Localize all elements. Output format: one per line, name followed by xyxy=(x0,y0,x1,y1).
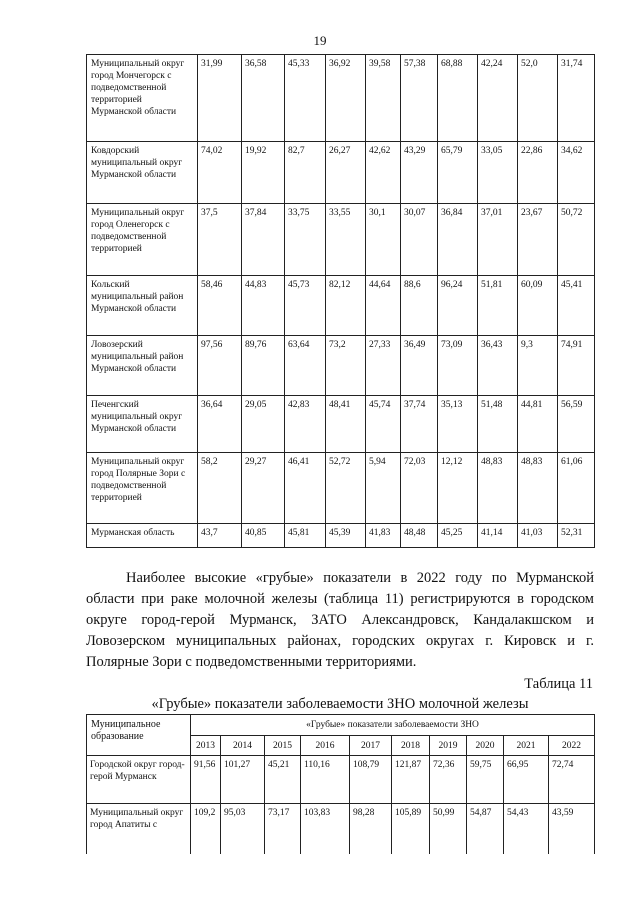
year-header: 2020 xyxy=(467,736,504,756)
table-cell: 41,03 xyxy=(518,524,558,548)
table-cell: 45,25 xyxy=(438,524,478,548)
table-cell: 45,33 xyxy=(285,55,326,142)
table-cell: 33,75 xyxy=(285,204,326,276)
table-cell: 5,94 xyxy=(366,453,401,524)
table-cell: 65,79 xyxy=(438,142,478,204)
table-cell: 98,28 xyxy=(350,804,392,854)
table-title: «Грубые» показатели заболеваемости ЗНО молочной железы xyxy=(151,696,529,712)
table-cell: 72,03 xyxy=(401,453,438,524)
table-cell: 91,56 xyxy=(191,756,221,804)
table-cell: 45,81 xyxy=(285,524,326,548)
table-cell: 42,83 xyxy=(285,396,326,453)
table-cell: 56,59 xyxy=(558,396,595,453)
table-cell: 63,64 xyxy=(285,336,326,396)
table-cell: 31,74 xyxy=(558,55,595,142)
table-cell: 22,86 xyxy=(518,142,558,204)
year-header: 2022 xyxy=(549,736,595,756)
table-cell: 108,79 xyxy=(350,756,392,804)
table-cell: 36,92 xyxy=(326,55,366,142)
table-cell: 40,85 xyxy=(242,524,285,548)
municipality-name: Муниципальный округ город Оленегорск с подведомственной территорией xyxy=(87,204,198,276)
table-cell: 30,07 xyxy=(401,204,438,276)
table-cell: 73,09 xyxy=(438,336,478,396)
year-header: 2015 xyxy=(265,736,301,756)
table-cell: 36,84 xyxy=(438,204,478,276)
table-cell: 36,49 xyxy=(401,336,438,396)
table-cell: 50,99 xyxy=(430,804,467,854)
municipality-name: Печенгский муниципальный округ Мурманской области xyxy=(87,396,198,453)
table-cell: 57,38 xyxy=(401,55,438,142)
page-number: 19 xyxy=(313,33,327,48)
table-cell: 50,72 xyxy=(558,204,595,276)
table-cell: 45,73 xyxy=(285,276,326,336)
table-cell: 43,29 xyxy=(401,142,438,204)
table-cell: 74,91 xyxy=(558,336,595,396)
table-cell: 45,74 xyxy=(366,396,401,453)
table-cell: 48,83 xyxy=(478,453,518,524)
table-body xyxy=(87,55,595,548)
table-cell: 72,36 xyxy=(430,756,467,804)
year-header: 2021 xyxy=(504,736,549,756)
municipality-name: Муниципальный округ город Полярные Зори с подведомственной территорией xyxy=(87,453,198,524)
table-cell: 52,0 xyxy=(518,55,558,142)
table-cell: 34,62 xyxy=(558,142,595,204)
municipality-name: Кольский муниципальный район Мурманской области xyxy=(87,276,198,336)
table-cell: 37,5 xyxy=(198,204,242,276)
table-cell: 30,1 xyxy=(366,204,401,276)
table-row xyxy=(87,453,595,524)
table-cell: 45,21 xyxy=(265,756,301,804)
table-cell: 82,12 xyxy=(326,276,366,336)
table-cell: 105,89 xyxy=(392,804,430,854)
table-cell: 58,2 xyxy=(198,453,242,524)
table-cell: 43,7 xyxy=(198,524,242,548)
incidence-table-continued xyxy=(86,54,595,548)
table-cell: 39,58 xyxy=(366,55,401,142)
table-cell: 54,43 xyxy=(504,804,549,854)
table-cell: 43,59 xyxy=(549,804,595,854)
table-cell: 48,48 xyxy=(401,524,438,548)
table-row xyxy=(87,756,595,804)
table-cell: 31,99 xyxy=(198,55,242,142)
table-cell: 29,27 xyxy=(242,453,285,524)
table-row xyxy=(87,396,595,453)
indicator-group-header: «Грубые» показатели заболеваемости ЗНО xyxy=(191,715,595,736)
table-cell: 37,74 xyxy=(401,396,438,453)
table-row xyxy=(87,55,595,142)
table-cell: 110,16 xyxy=(301,756,350,804)
table-row xyxy=(87,524,595,548)
table-body xyxy=(87,756,595,854)
table-cell: 97,56 xyxy=(198,336,242,396)
municipality-name: Ловозерский муниципальный район Мурманской области xyxy=(87,336,198,396)
table-cell: 44,83 xyxy=(242,276,285,336)
table-cell: 41,83 xyxy=(366,524,401,548)
table-cell: 27,33 xyxy=(366,336,401,396)
municipality-column-header: Муниципальное образование xyxy=(87,715,191,756)
table-cell: 33,05 xyxy=(478,142,518,204)
table-cell: 95,03 xyxy=(221,804,265,854)
table-cell: 45,41 xyxy=(558,276,595,336)
table-cell: 61,06 xyxy=(558,453,595,524)
paragraph-text: Наиболее высокие «грубые» показатели в 2022 году по Мурманской области при раке молочной железы (таблица 11) регистрируются в городском округе город-герой Мурманск, ЗАТО Александровск, Кандалакшском и Ловозерском муниципальных районах, городских округах г. Кировск и г. Полярные Зори с подведомственными территориями. xyxy=(86,570,594,670)
table-row xyxy=(87,204,595,276)
table-cell: 46,41 xyxy=(285,453,326,524)
table-cell: 73,17 xyxy=(265,804,301,854)
table-cell: 96,24 xyxy=(438,276,478,336)
municipality-name: Муниципальный округ город Мончегорск с подведомственной территорией Мурманской области xyxy=(87,55,198,142)
table-cell: 109,2 xyxy=(191,804,221,854)
table-header xyxy=(87,715,595,756)
table-cell: 74,02 xyxy=(198,142,242,204)
table-cell: 101,27 xyxy=(221,756,265,804)
table-cell: 52,31 xyxy=(558,524,595,548)
table-cell: 103,83 xyxy=(301,804,350,854)
table-row xyxy=(87,804,595,854)
table-row xyxy=(87,336,595,396)
table-cell: 29,05 xyxy=(242,396,285,453)
table-cell: 52,72 xyxy=(326,453,366,524)
year-header: 2014 xyxy=(221,736,265,756)
table-cell: 37,01 xyxy=(478,204,518,276)
table-cell: 58,46 xyxy=(198,276,242,336)
table-cell: 44,81 xyxy=(518,396,558,453)
table-cell: 9,3 xyxy=(518,336,558,396)
table-cell: 42,24 xyxy=(478,55,518,142)
year-header: 2019 xyxy=(430,736,467,756)
table-row xyxy=(87,276,595,336)
table-cell: 33,55 xyxy=(326,204,366,276)
table-cell: 42,62 xyxy=(366,142,401,204)
table-cell: 41,14 xyxy=(478,524,518,548)
table-cell: 48,83 xyxy=(518,453,558,524)
year-header: 2017 xyxy=(350,736,392,756)
table-cell: 35,13 xyxy=(438,396,478,453)
table-cell: 44,64 xyxy=(366,276,401,336)
table-cell: 23,67 xyxy=(518,204,558,276)
table-cell: 68,88 xyxy=(438,55,478,142)
table-cell: 26,27 xyxy=(326,142,366,204)
table-cell: 59,75 xyxy=(467,756,504,804)
municipality-name: Ковдорский муниципальный округ Мурманской области xyxy=(87,142,198,204)
municipality-name: Муниципальный округ город Апатиты с xyxy=(87,804,191,854)
body-paragraph xyxy=(86,568,594,673)
table-cell: 82,7 xyxy=(285,142,326,204)
municipality-name: Городской округ город-герой Мурманск xyxy=(87,756,191,804)
table-cell: 54,87 xyxy=(467,804,504,854)
table-cell: 36,58 xyxy=(242,55,285,142)
table-cell: 36,43 xyxy=(478,336,518,396)
table-cell: 51,81 xyxy=(478,276,518,336)
table-cell: 73,2 xyxy=(326,336,366,396)
table-label: Таблица 11 xyxy=(524,676,593,692)
table-cell: 89,76 xyxy=(242,336,285,396)
header-row xyxy=(87,715,595,736)
table-cell: 19,92 xyxy=(242,142,285,204)
table-cell: 36,64 xyxy=(198,396,242,453)
table-cell: 66,95 xyxy=(504,756,549,804)
table-row xyxy=(87,142,595,204)
table-cell: 88,6 xyxy=(401,276,438,336)
table-cell: 72,74 xyxy=(549,756,595,804)
table-cell: 48,41 xyxy=(326,396,366,453)
year-header: 2018 xyxy=(392,736,430,756)
table-cell: 51,48 xyxy=(478,396,518,453)
table-cell: 37,84 xyxy=(242,204,285,276)
year-header: 2013 xyxy=(191,736,221,756)
table-cell: 45,39 xyxy=(326,524,366,548)
municipality-name: Мурманская область xyxy=(87,524,198,548)
table-cell: 121,87 xyxy=(392,756,430,804)
year-header: 2016 xyxy=(301,736,350,756)
table-cell: 12,12 xyxy=(438,453,478,524)
table-11 xyxy=(86,714,595,854)
table-cell: 60,09 xyxy=(518,276,558,336)
